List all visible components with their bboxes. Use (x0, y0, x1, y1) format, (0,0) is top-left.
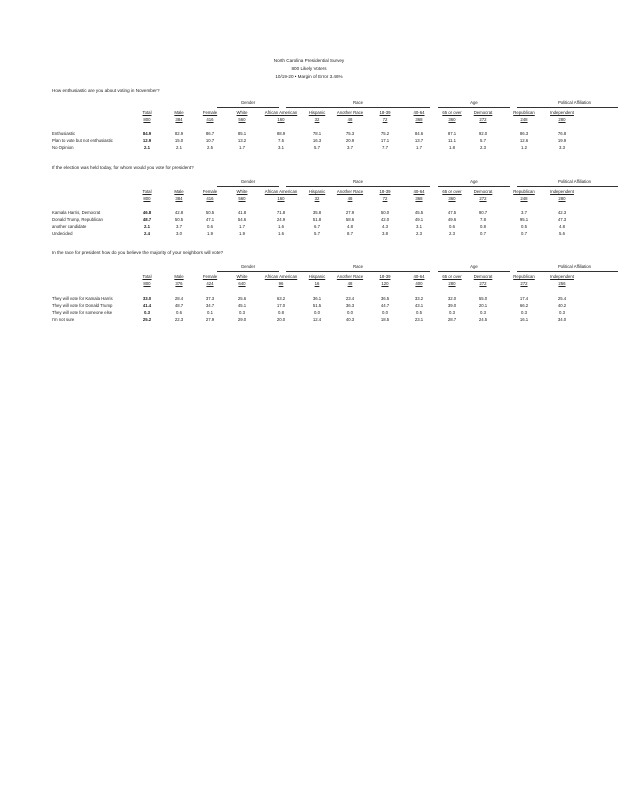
cell-value: 27.9 (205, 317, 215, 322)
column-sample-size: 160 (277, 117, 285, 122)
column-header: Hispanic (308, 189, 326, 194)
cell-value: 17.0 (276, 303, 286, 308)
column-sample-size: 160 (277, 196, 285, 201)
column-header: Hispanic (308, 110, 326, 115)
cell-value: 16.1 (519, 317, 529, 322)
cell-value: 4.8 (347, 224, 353, 229)
cell-value: 42.0 (380, 217, 390, 222)
column-header: Hispanic (308, 274, 326, 279)
cell-value: 13.7 (414, 138, 424, 143)
cell-value: 1.8 (449, 145, 455, 150)
cell-value: 82.9 (174, 131, 184, 136)
column-header: African American (264, 189, 298, 194)
column-header: Male (174, 189, 184, 194)
cell-value: 12.6 (519, 138, 529, 143)
group-gender: Gender (217, 179, 279, 187)
group-age: Age (438, 100, 510, 108)
cell-value: 22.3 (174, 317, 184, 322)
cell-value: 1.7 (239, 145, 245, 150)
cell-value: 1.6 (278, 224, 284, 229)
group-race: Race (286, 179, 430, 187)
cell-value: 5.7 (314, 145, 320, 150)
question-enthusiasm: How enthusiastic are you about voting in November? (52, 88, 160, 93)
cell-value: 1.7 (416, 145, 422, 150)
column-sample-size: 120 (381, 281, 389, 286)
group-age: Age (438, 264, 510, 272)
cell-value: 51.5 (312, 303, 322, 308)
cell-value: 45.5 (414, 210, 424, 215)
column-header: 18-39 (379, 274, 391, 279)
cell-value: 37.3 (205, 296, 215, 301)
column-sample-size: 424 (206, 281, 214, 286)
column-sample-size: 416 (206, 196, 214, 201)
cell-value: 2.3 (480, 145, 486, 150)
cell-value: 32.0 (447, 296, 457, 301)
cell-value: 36.1 (312, 296, 322, 301)
cell-value: 42.3 (557, 210, 567, 215)
cell-value: 50.5 (174, 217, 184, 222)
column-sample-size: 96 (278, 281, 284, 286)
cell-value: 41.8 (237, 210, 247, 215)
cell-value: 76.8 (557, 131, 567, 136)
cell-value: 58.6 (345, 217, 355, 222)
cell-value: 36.3 (345, 303, 355, 308)
cell-value: 90.7 (478, 210, 488, 215)
cell-value: 75.3 (345, 131, 355, 136)
cell-value: 95.1 (519, 217, 529, 222)
column-sample-size: 280 (448, 281, 456, 286)
cell-value: 28.4 (174, 296, 184, 301)
column-sample-size: 640 (238, 281, 246, 286)
cell-value: 44.7 (380, 303, 390, 308)
cell-value: 3.0 (176, 231, 182, 236)
cell-value: 43.1 (414, 303, 424, 308)
cell-value: 1.7 (239, 224, 245, 229)
row-label: Enthusiastic (52, 131, 76, 136)
crosstab-vote-president (52, 179, 592, 249)
cell-value: 15.0 (174, 138, 184, 143)
cell-value: 20.9 (345, 138, 355, 143)
cell-value: 11.1 (447, 138, 457, 143)
column-header: Democrat (473, 274, 493, 279)
column-header: Female (202, 189, 218, 194)
cell-value: 23.4 (345, 296, 355, 301)
cell-value: 0.3 (480, 310, 486, 315)
group-age: Age (438, 179, 510, 187)
cell-value: 40.2 (557, 303, 567, 308)
column-header: Democrat (473, 110, 493, 115)
column-sample-size: 368 (415, 196, 423, 201)
cell-value: 75.2 (380, 131, 390, 136)
column-sample-size: 32 (314, 196, 320, 201)
cell-value: 0.1 (207, 310, 213, 315)
cell-value: 47.3 (557, 217, 567, 222)
column-sample-size: 360 (448, 117, 456, 122)
total-value: 2.1 (144, 145, 150, 150)
column-header: Total (142, 189, 152, 194)
cell-value: 0.0 (382, 310, 388, 315)
cell-value: 0.7 (480, 231, 486, 236)
column-header: Male (174, 110, 184, 115)
column-header: Female (202, 110, 218, 115)
cell-value: 1.2 (521, 145, 527, 150)
column-header: Another Race (336, 274, 364, 279)
cell-value: 66.2 (519, 303, 529, 308)
cell-value: 7.7 (382, 145, 388, 150)
column-header: 40-64 (413, 189, 425, 194)
cell-value: 1.9 (239, 231, 245, 236)
column-sample-size: 280 (558, 117, 566, 122)
cell-value: 34.7 (205, 303, 215, 308)
row-label: They will vote for someone else (52, 310, 113, 315)
cell-value: 0.3 (449, 310, 455, 315)
row-label: Plan to vote but not enthusiastic (52, 138, 113, 143)
total-value: 46.8 (142, 210, 152, 215)
cell-value: 78.1 (312, 131, 322, 136)
cell-value: 17.1 (380, 138, 390, 143)
cell-value: 5.7 (480, 138, 486, 143)
cell-value: 92.0 (478, 131, 488, 136)
cell-value: 1.9 (207, 231, 213, 236)
cell-value: 51.8 (312, 217, 322, 222)
column-sample-size: 560 (238, 117, 246, 122)
column-header: White (236, 189, 248, 194)
column-header: African American (264, 110, 298, 115)
cell-value: 47.1 (205, 217, 215, 222)
column-header: Another Race (336, 110, 364, 115)
cell-value: 3.7 (347, 145, 353, 150)
column-header: 18-39 (379, 189, 391, 194)
question-vote-president: If the election was held today, for whom would you vote for president? (52, 165, 194, 170)
row-label: Kamala Harris, Democrat (52, 210, 101, 215)
cell-value: 18.5 (380, 317, 390, 322)
cell-value: 71.8 (276, 210, 286, 215)
total-value: 25.2 (142, 317, 152, 322)
column-sample-size: 248 (520, 117, 528, 122)
cell-value: 23.1 (414, 317, 424, 322)
cell-value: 47.5 (447, 210, 457, 215)
cell-value: 2.5 (207, 145, 213, 150)
cell-value: 6.7 (314, 224, 320, 229)
column-header: White (236, 274, 248, 279)
cell-value: 0.3 (239, 310, 245, 315)
column-header: 65 or over (442, 110, 462, 115)
column-sample-size: 416 (206, 117, 214, 122)
column-sample-size: 280 (558, 196, 566, 201)
column-header: African American (264, 274, 298, 279)
column-sample-size: 800 (143, 281, 151, 286)
cell-value: 19.9 (557, 138, 567, 143)
cell-value: 87.1 (447, 131, 457, 136)
cell-value: 4.3 (382, 224, 388, 229)
column-header: Republican (513, 274, 535, 279)
column-sample-size: 248 (520, 196, 528, 201)
column-sample-size: 48 (347, 196, 353, 201)
row-label: Donald Trump, Republican (52, 217, 103, 222)
cell-value: 10.7 (205, 138, 215, 143)
cell-value: 2.3 (416, 231, 422, 236)
column-sample-size: 384 (175, 196, 183, 201)
cell-value: 0.0 (314, 310, 320, 315)
cell-value: 86.3 (519, 131, 529, 136)
total-value: 2.1 (144, 224, 150, 229)
cell-value: 0.5 (416, 310, 422, 315)
group-gender: Gender (217, 100, 279, 108)
cell-value: 29.0 (237, 317, 247, 322)
group-gender: Gender (217, 264, 279, 272)
cell-value: 4.8 (559, 224, 565, 229)
column-header: Male (174, 274, 184, 279)
cell-value: 50.0 (380, 210, 390, 215)
cell-value: 0.7 (521, 231, 527, 236)
cell-value: 33.2 (414, 296, 424, 301)
cell-value: 88.9 (276, 131, 286, 136)
row-label: I'm not sure (52, 317, 75, 322)
cell-value: 16.3 (312, 138, 322, 143)
cell-value: 35.8 (312, 210, 322, 215)
column-sample-size: 360 (448, 196, 456, 201)
survey-sample: 800 Likely Voters (291, 66, 327, 72)
column-header: 40-64 (413, 110, 425, 115)
column-sample-size: 72 (382, 196, 388, 201)
cell-value: 8.7 (347, 231, 353, 236)
cell-value: 49.1 (414, 217, 424, 222)
column-header: Independent (550, 110, 574, 115)
column-sample-size: 256 (558, 281, 566, 286)
total-value: 2.4 (144, 231, 150, 236)
cell-value: 0.6 (449, 224, 455, 229)
question-neighbors-vote: In the race for president how do you believe the majority of your neighbors will vote? (52, 250, 224, 255)
cell-value: 7.8 (480, 217, 486, 222)
column-header: Total (142, 110, 152, 115)
cell-value: 42.8 (174, 210, 184, 215)
column-header: Democrat (473, 189, 493, 194)
crosstab-enthusiasm (52, 100, 592, 160)
survey-header (0, 57, 618, 82)
column-sample-size: 272 (479, 196, 487, 201)
cell-value: 36.5 (380, 296, 390, 301)
column-sample-size: 16 (314, 281, 320, 286)
survey-title: North Carolina Presidential Survey (273, 58, 345, 63)
cell-value: 13.2 (237, 138, 247, 143)
group-party: Political Affiliation (517, 100, 618, 108)
total-value: 48.7 (142, 217, 152, 222)
cell-value: 0.0 (347, 310, 353, 315)
cell-value: 0.5 (521, 224, 527, 229)
cell-value: 1.6 (278, 231, 284, 236)
survey-dates-moe: 10/19-20 • Margin of Error 3.46% (275, 74, 343, 80)
column-sample-size: 272 (520, 281, 528, 286)
cell-value: 0.3 (559, 310, 565, 315)
cell-value: 5.7 (314, 231, 320, 236)
cell-value: 2.1 (176, 145, 182, 150)
cell-value: 0.3 (521, 310, 527, 315)
column-header: 40-64 (413, 274, 425, 279)
column-sample-size: 800 (143, 196, 151, 201)
cell-value: 20.0 (276, 317, 286, 322)
cell-value: 34.0 (557, 317, 567, 322)
cell-value: 5.6 (559, 231, 565, 236)
column-header: White (236, 110, 248, 115)
cell-value: 50.5 (205, 210, 215, 215)
row-label: another candidate (52, 224, 87, 229)
cell-value: 20.1 (478, 303, 488, 308)
cell-value: 2.3 (449, 231, 455, 236)
column-header: Republican (513, 110, 535, 115)
cell-value: 54.6 (237, 217, 247, 222)
cell-value: 0.6 (207, 224, 213, 229)
cell-value: 7.5 (278, 138, 284, 143)
group-party: Political Affiliation (517, 264, 618, 272)
cell-value: 28.7 (447, 317, 457, 322)
column-header: 65 or over (442, 189, 462, 194)
column-header: Total (142, 274, 152, 279)
cell-value: 85.1 (237, 131, 247, 136)
cell-value: 3.1 (278, 145, 284, 150)
cell-value: 24.9 (276, 217, 286, 222)
group-race: Race (286, 100, 430, 108)
cell-value: 3.7 (521, 210, 527, 215)
crosstab-neighbors-vote (52, 264, 592, 334)
column-header: Republican (513, 189, 535, 194)
cell-value: 25.6 (237, 296, 247, 301)
cell-value: 12.4 (312, 317, 322, 322)
cell-value: 17.4 (519, 296, 529, 301)
cell-value: 0.8 (278, 310, 284, 315)
column-sample-size: 400 (415, 281, 423, 286)
column-header: 65 or over (442, 274, 462, 279)
group-party: Political Affiliation (517, 179, 618, 187)
column-sample-size: 560 (238, 196, 246, 201)
cell-value: 55.0 (478, 296, 488, 301)
cell-value: 3.3 (559, 145, 565, 150)
column-sample-size: 48 (347, 117, 353, 122)
cell-value: 3.7 (176, 224, 182, 229)
column-sample-size: 32 (314, 117, 320, 122)
total-value: 0.3 (144, 310, 150, 315)
column-header: Independent (550, 274, 574, 279)
total-value: 84.9 (142, 131, 152, 136)
column-sample-size: 376 (175, 281, 183, 286)
cell-value: 45.1 (237, 303, 247, 308)
cell-value: 3.1 (416, 224, 422, 229)
cell-value: 63.2 (276, 296, 286, 301)
cell-value: 84.6 (414, 131, 424, 136)
cell-value: 25.4 (557, 296, 567, 301)
column-header: Independent (550, 189, 574, 194)
row-label: Undecided (52, 231, 73, 236)
cell-value: 49.6 (447, 217, 457, 222)
cell-value: 0.6 (176, 310, 182, 315)
column-header: Another Race (336, 189, 364, 194)
cell-value: 27.9 (345, 210, 355, 215)
row-label: No Opinion (52, 145, 74, 150)
cell-value: 40.3 (345, 317, 355, 322)
column-sample-size: 272 (479, 117, 487, 122)
cell-value: 3.8 (382, 231, 388, 236)
group-race: Race (286, 264, 430, 272)
row-label: They will vote for Donald Trump (52, 303, 113, 308)
total-value: 41.4 (142, 303, 152, 308)
column-sample-size: 48 (347, 281, 353, 286)
column-header: 18-39 (379, 110, 391, 115)
cell-value: 86.7 (205, 131, 215, 136)
row-label: They will vote for Kamala Harris (52, 296, 113, 301)
column-sample-size: 368 (415, 117, 423, 122)
cell-value: 0.8 (480, 224, 486, 229)
cell-value: 24.5 (478, 317, 488, 322)
cell-value: 48.7 (174, 303, 184, 308)
column-header: Female (202, 274, 218, 279)
column-sample-size: 272 (479, 281, 487, 286)
column-sample-size: 384 (175, 117, 183, 122)
column-sample-size: 72 (382, 117, 388, 122)
total-value: 12.9 (142, 138, 152, 143)
cell-value: 39.0 (447, 303, 457, 308)
column-sample-size: 800 (143, 117, 151, 122)
total-value: 33.0 (142, 296, 152, 301)
